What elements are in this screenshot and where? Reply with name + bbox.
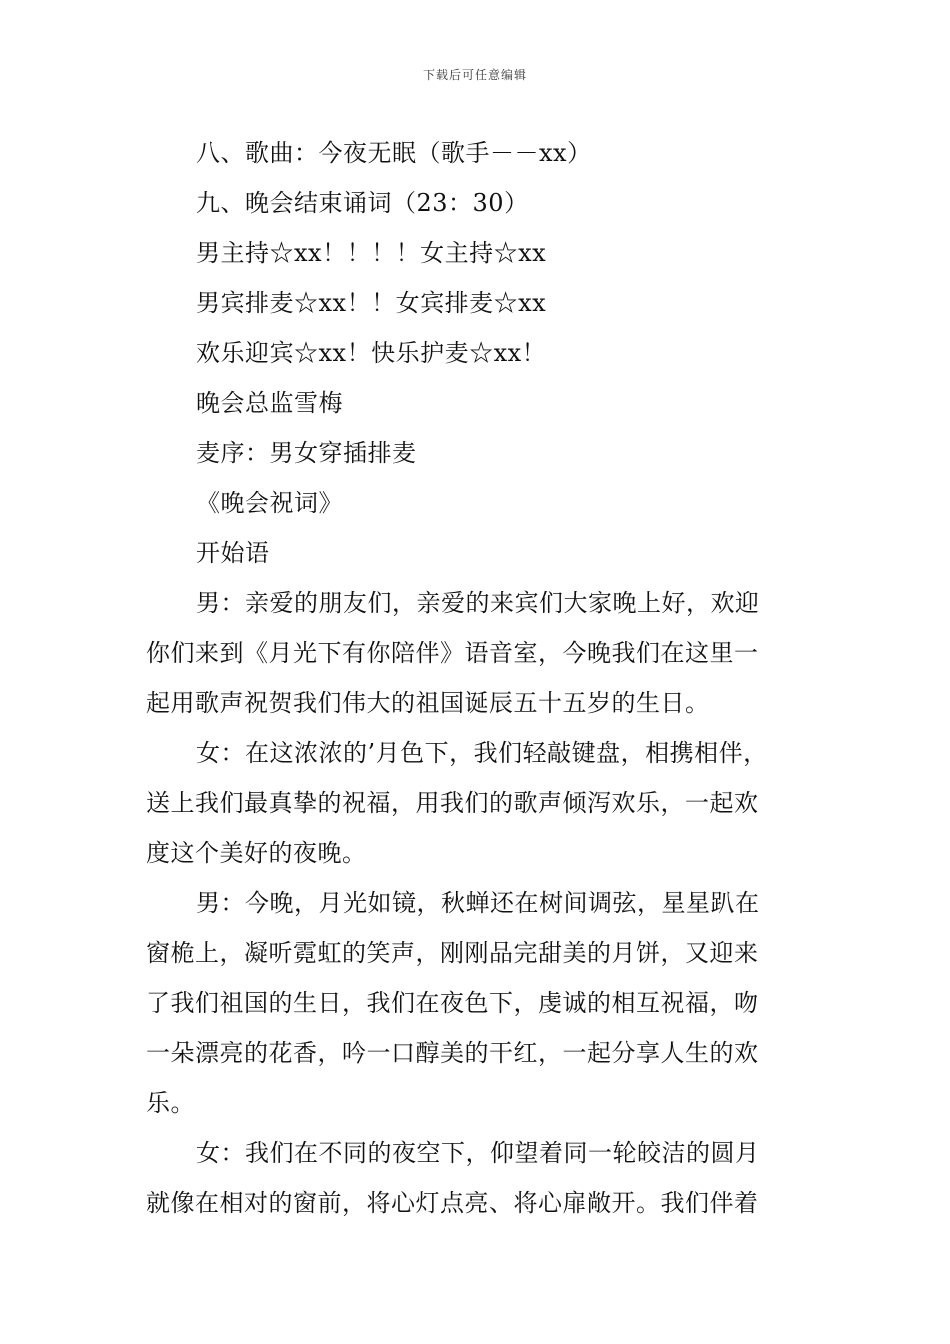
program-item-closing: 九、晚会结束诵词（23：30） [196,189,529,217]
paragraph-line: 女：我们在不同的夜空下，仰望着同一轮皎洁的圆月 [196,1139,760,1167]
paragraph-line: 就像在相对的窗前，将心灯点亮、将心扉敞开。我们伴着 [146,1189,759,1217]
host-list: 男主持☆xx！！！！女主持☆xx [196,239,547,267]
paragraph-line: 你们来到《月光下有你陪伴》语音室，今晚我们在这里一 [146,639,759,667]
section-title: 《晚会祝词》 [196,489,343,517]
paragraph-line: 送上我们最真挚的祝福，用我们的歌声倾泻欢乐，一起欢 [146,789,759,817]
mic-order: 麦序：男女穿插排麦 [196,439,417,467]
paragraph-line: 度这个美好的夜晚。 [146,839,367,867]
opening-heading: 开始语 [196,539,270,567]
document-body [146,128,814,1228]
paragraph-line: 乐。 [146,1089,195,1117]
paragraph-male-1 [146,578,814,728]
director: 晚会总监雪梅 [196,389,343,417]
mic-arrangers: 男宾排麦☆xx！！女宾排麦☆xx [196,289,547,317]
paragraph-line: 起用歌声祝贺我们伟大的祖国诞辰五十五岁的生日。 [146,689,710,717]
paragraph-line: 男：亲爱的朋友们，亲爱的来宾们大家晚上好，欢迎 [196,589,760,617]
greeters: 欢乐迎宾☆xx！快乐护麦☆xx！ [196,339,547,367]
paragraph-line: 男：今晚，月光如镜，秋蝉还在树间调弦，星星趴在 [196,889,760,917]
program-item-song: 八、歌曲：今夜无眠（歌手－－xx） [196,139,592,167]
paragraph-line: 窗桅上，凝听霓虹的笑声，刚刚品完甜美的月饼，又迎来 [146,939,759,967]
paragraph-female-1 [146,728,814,878]
paragraph-line: 了我们祖国的生日，我们在夜色下，虔诚的相互祝福，吻 [146,989,759,1017]
header-note: 下载后可任意编辑 [422,68,527,82]
paragraph-line: 一朵漂亮的花香，吟一口醇美的干红，一起分享人生的欢 [146,1039,759,1067]
paragraph-male-2 [146,878,814,1128]
paragraph-female-2 [146,1128,814,1228]
paragraph-line: 女：在这浓浓的’月色下，我们轻敲键盘，相携相伴， [196,739,768,767]
